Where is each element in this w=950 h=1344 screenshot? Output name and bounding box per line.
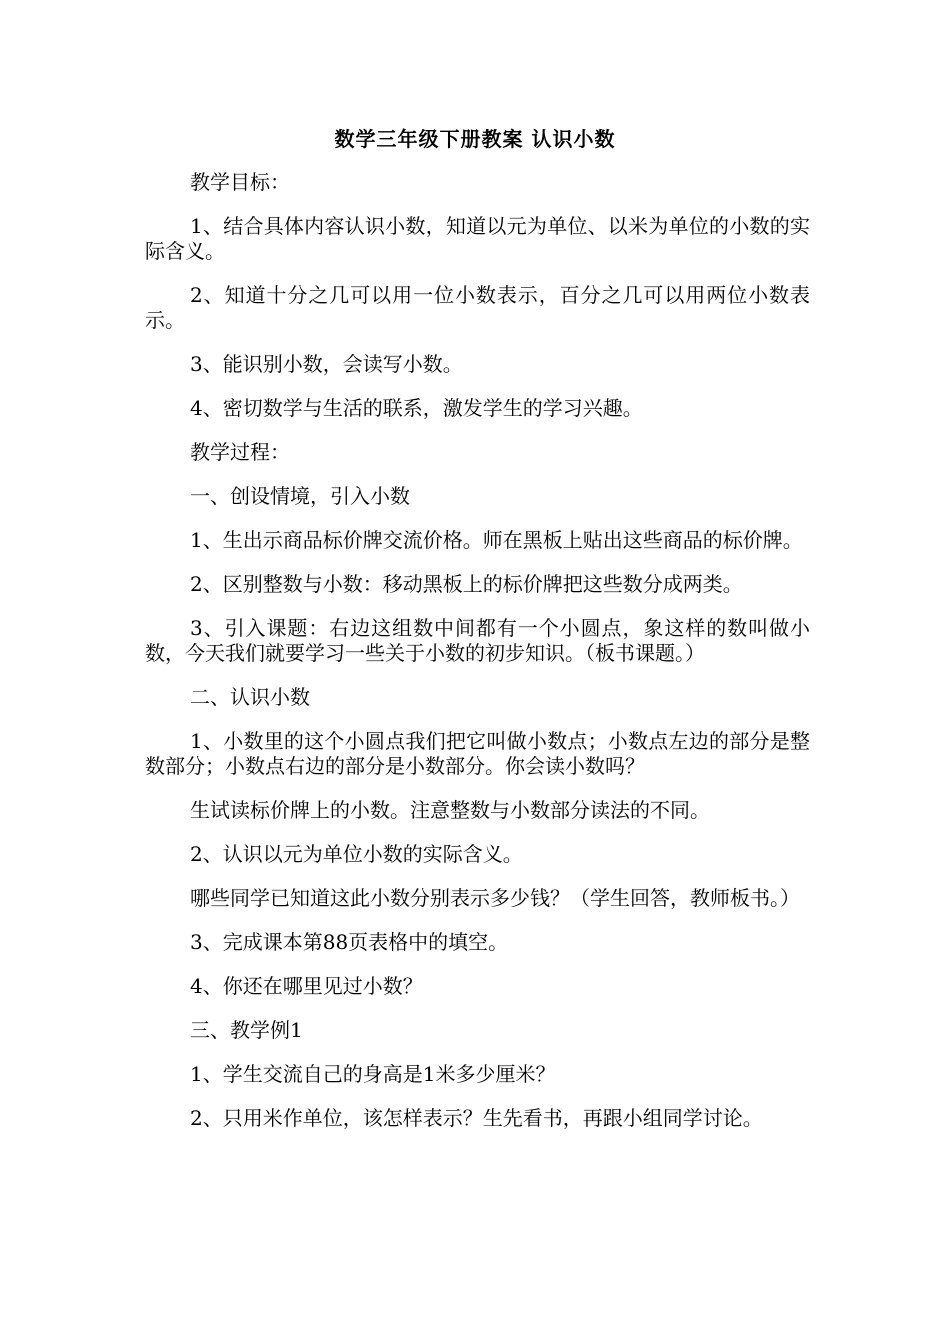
paragraph: 生试读标价牌上的小数。注意整数与小数部分读法的不同。: [190, 798, 710, 822]
paragraph: 1、学生交流自己的身高是1米多少厘米？: [190, 1062, 556, 1086]
paragraph: 4、你还在哪里见过小数？: [190, 974, 423, 998]
paragraph: 3、完成课本第88页表格中的填空。: [190, 930, 509, 954]
paragraph: 2、区别整数与小数：移动黑板上的标价牌把这些数分成两类。: [190, 572, 743, 596]
section-heading: 二、认识小数: [190, 685, 310, 709]
paragraph: 1、生出示商品标价牌交流价格。师在黑板上贴出这些商品的标价牌。: [190, 528, 803, 552]
document-title: 数学三年级下册教案 认识小数: [334, 127, 616, 151]
paragraph: 1、小数里的这个小圆点我们把它叫做小数点；小数点左边的部分是整数部分；小数点右边的部分是小数部分。你会读小数吗？: [145, 729, 810, 778]
paragraph: 2、知道十分之几可以用一位小数表示，百分之几可以用两位小数表示。: [145, 283, 810, 332]
paragraph: 4、密切数学与生活的联系，激发学生的学习兴趣。: [190, 396, 643, 420]
section-heading: 一、创设情境，引入小数: [190, 484, 410, 508]
paragraph: 哪些同学已知道这此小数分别表示多少钱？（学生回答，教师板书。）: [190, 886, 800, 910]
paragraph: 1、结合具体内容认识小数，知道以元为单位、以米为单位的小数的实际含义。: [145, 214, 810, 263]
section-heading-process: 教学过程：: [190, 440, 290, 464]
paragraph: 2、只用米作单位，该怎样表示？生先看书，再跟小组同学讨论。: [190, 1106, 763, 1130]
section-heading: 三、教学例1: [190, 1018, 303, 1042]
document-body: [145, 170, 810, 1150]
paragraph: 3、引入课题：右边这组数中间都有一个小圆点，象这样的数叫做小数，今天我们就要学习一些关于小数的初步知识。（板书课题。）: [145, 616, 810, 665]
paragraph: 2、认识以元为单位小数的实际含义。: [190, 842, 523, 866]
paragraph: 3、能识别小数，会读写小数。: [190, 352, 463, 376]
section-heading-objectives: 教学目标：: [190, 170, 290, 194]
